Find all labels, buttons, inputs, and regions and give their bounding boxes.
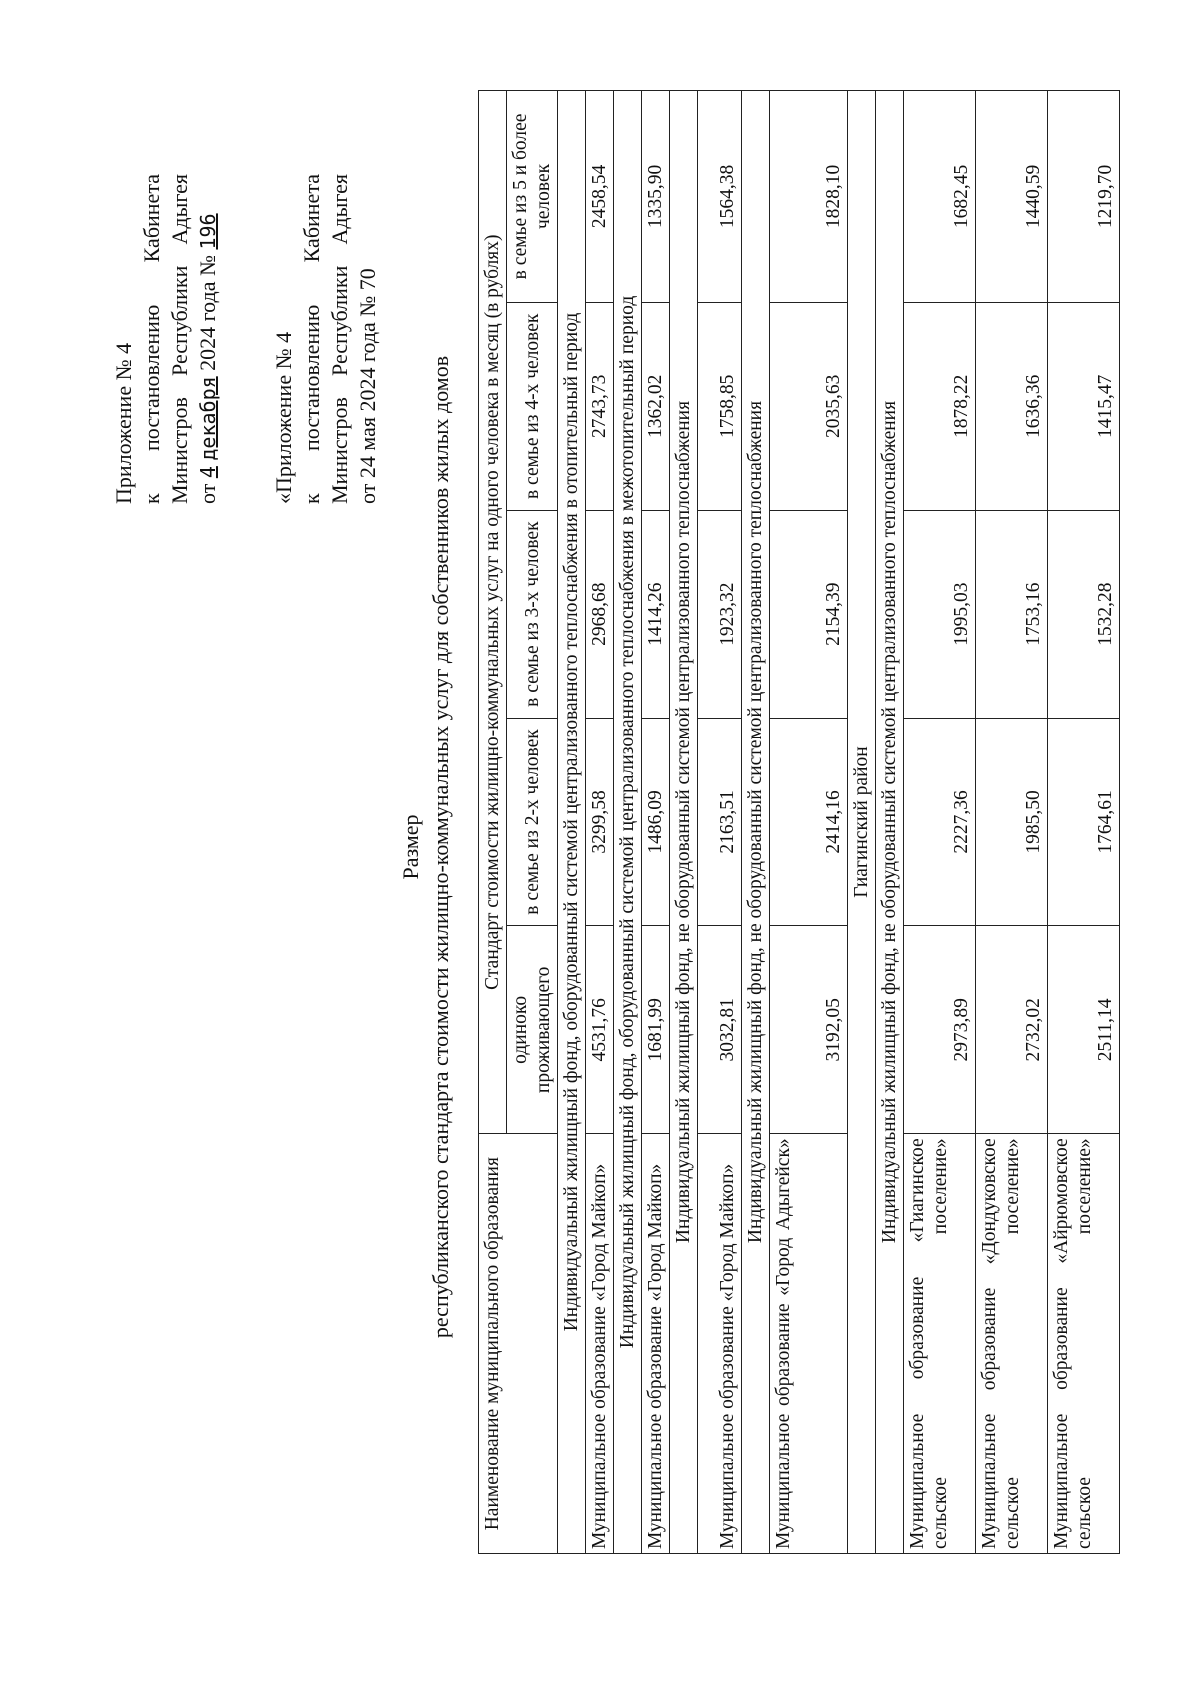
appendix-old-line3 bbox=[326, 174, 354, 504]
row-value-5: 1335,90 bbox=[642, 91, 670, 303]
row-value-2: 2414,16 bbox=[770, 718, 848, 926]
section-title: Индивидуальный жилищный фонд, не оборудованный системой централизованного теплоснабжения bbox=[670, 91, 698, 1554]
row-value-3: 1995,03 bbox=[904, 510, 976, 718]
district-title: Гиагинский район bbox=[848, 91, 876, 1554]
appendix-old-title: «Приложение № 4 bbox=[271, 331, 296, 504]
appendix-new-date-day: 4 bbox=[196, 466, 220, 479]
section-row bbox=[848, 91, 876, 1554]
row-value-1: 2973,89 bbox=[904, 926, 976, 1134]
row-value-4: 1636,36 bbox=[976, 302, 1048, 510]
appendix-old-line2-right: Кабинета bbox=[299, 174, 324, 263]
header-col1: одиноко проживающего bbox=[507, 926, 558, 1134]
header-col2: в семье из 2-х человек bbox=[507, 718, 558, 926]
row-value-4: 2743,73 bbox=[586, 302, 614, 510]
row-value-3: 1923,32 bbox=[698, 510, 742, 718]
appendix-new-date-month: декабря bbox=[196, 376, 220, 461]
table-row bbox=[770, 91, 848, 1554]
section-title: Индивидуальный жилищный фонд, оборудованный системой централизованного теплоснабжения в отопительный период bbox=[558, 91, 586, 1554]
row-name: Муниципальное образование «Город Адыгейск» bbox=[770, 1134, 848, 1554]
appendix-new-title: Приложение № 4 bbox=[111, 342, 136, 504]
table-header-row bbox=[479, 91, 507, 1554]
row-value-2: 2163,51 bbox=[698, 718, 742, 926]
row-name: Муниципальное образование «Город Майкоп» bbox=[642, 1134, 670, 1554]
table-row bbox=[904, 91, 976, 1554]
appendix-old-line2-left: к bbox=[299, 493, 324, 504]
header-group: Стандарт стоимости жилищно-коммунальных услуг на одного человека в месяц (в рублях) bbox=[479, 91, 507, 1134]
row-name: Муниципальное образование «Гиагинское сельское поселение» bbox=[904, 1134, 976, 1554]
row-name: Муниципальное образование «Город Майкоп» bbox=[586, 1134, 614, 1554]
row-value-5: 1682,45 bbox=[904, 91, 976, 303]
appendix-new-line3 bbox=[166, 174, 194, 504]
row-value-4: 2035,63 bbox=[770, 302, 848, 510]
row-value-1: 2732,02 bbox=[976, 926, 1048, 1134]
row-name: Муниципальное образование «Айрюмовское сельское поселение» bbox=[1048, 1134, 1120, 1554]
row-value-3: 2968,68 bbox=[586, 510, 614, 718]
appendix-old-date-line: от 24 мая 2024 года № 70 bbox=[355, 268, 380, 504]
row-value-3: 1532,28 bbox=[1048, 510, 1120, 718]
section-row bbox=[876, 91, 904, 1554]
appendix-old-line3-mid: Республики bbox=[327, 265, 352, 376]
appendix-new-line3-mid: Республики bbox=[167, 265, 192, 376]
row-value-4: 1878,22 bbox=[904, 302, 976, 510]
row-value-5: 1828,10 bbox=[770, 91, 848, 303]
section-title: Индивидуальный жилищный фонд, не оборудованный системой централизованного теплоснабжения bbox=[876, 91, 904, 1554]
row-value-1: 1681,99 bbox=[642, 926, 670, 1134]
table-row bbox=[698, 91, 742, 1554]
appendix-new-line2-right: Кабинета bbox=[139, 174, 164, 263]
header-name: Наименование муниципального образования bbox=[479, 1134, 558, 1554]
appendix-old-line3-left: Министров bbox=[327, 397, 352, 504]
row-value-3: 1414,26 bbox=[642, 510, 670, 718]
header-col4: в семье из 4-х человек bbox=[507, 302, 558, 510]
row-value-2: 1486,09 bbox=[642, 718, 670, 926]
row-value-3: 1753,16 bbox=[976, 510, 1048, 718]
appendix-new-line2-left: к bbox=[139, 493, 164, 504]
row-value-5: 1564,38 bbox=[698, 91, 742, 303]
appendix-old-line2 bbox=[298, 174, 326, 504]
appendix-new-line3-right: Адыгея bbox=[167, 174, 192, 245]
table-row bbox=[1048, 91, 1120, 1554]
row-value-2: 1764,61 bbox=[1048, 718, 1120, 926]
appendix-old-line3-right: Адыгея bbox=[327, 174, 352, 245]
row-value-5: 1440,59 bbox=[976, 91, 1048, 303]
row-value-4: 1415,47 bbox=[1048, 302, 1120, 510]
appendix-old-block bbox=[270, 174, 382, 504]
header-col5: в семье из 5 и более человек bbox=[507, 91, 558, 303]
appendix-new-line3-left: Министров bbox=[167, 397, 192, 504]
row-name: Муниципальное образование «Город Майкоп» bbox=[698, 1134, 742, 1554]
appendix-new-line2-mid: постановлению bbox=[139, 304, 164, 451]
row-name: Муниципальное образование «Дондуковское сельское поселение» bbox=[976, 1134, 1048, 1554]
section-title: Индивидуальный жилищный фонд, не оборудованный системой централизованного теплоснабжения bbox=[742, 91, 770, 1554]
row-value-3: 2154,39 bbox=[770, 510, 848, 718]
appendix-new-line2 bbox=[138, 174, 166, 504]
section-title: Индивидуальный жилищный фонд, оборудованный системой централизованного теплоснабжения в межотопительный период bbox=[614, 91, 642, 1554]
section-row bbox=[558, 91, 586, 1554]
table-row bbox=[586, 91, 614, 1554]
appendix-new-date-number: 196 bbox=[196, 213, 220, 250]
appendix-new-date-year: 2024 года № bbox=[195, 255, 220, 371]
table-row bbox=[976, 91, 1048, 1554]
row-value-4: 1362,02 bbox=[642, 302, 670, 510]
table-row bbox=[642, 91, 670, 1554]
appendix-new-date-prefix: от bbox=[195, 483, 220, 504]
row-value-1: 4531,76 bbox=[586, 926, 614, 1134]
row-value-2: 2227,36 bbox=[904, 718, 976, 926]
row-value-2: 3299,58 bbox=[586, 718, 614, 926]
appendix-old-line2-mid: постановлению bbox=[299, 304, 324, 451]
appendix-new-date-line bbox=[194, 174, 222, 504]
row-value-5: 2458,54 bbox=[586, 91, 614, 303]
section-row bbox=[670, 91, 698, 1554]
row-value-5: 1219,70 bbox=[1048, 91, 1120, 303]
row-value-1: 2511,14 bbox=[1048, 926, 1120, 1134]
row-value-1: 3192,05 bbox=[770, 926, 848, 1134]
section-row bbox=[614, 91, 642, 1554]
document-subtitle: республиканского стандарта стоимости жилищно-коммунальных услуг для собственников жилых домов bbox=[428, 355, 453, 1339]
appendix-new-block bbox=[110, 174, 222, 504]
document-title: Размер bbox=[398, 814, 423, 880]
row-value-4: 1758,85 bbox=[698, 302, 742, 510]
row-value-2: 1985,50 bbox=[976, 718, 1048, 926]
row-value-1: 3032,81 bbox=[698, 926, 742, 1134]
header-col3: в семье из 3-х человек bbox=[507, 510, 558, 718]
section-row bbox=[742, 91, 770, 1554]
standards-table bbox=[478, 90, 1120, 1554]
